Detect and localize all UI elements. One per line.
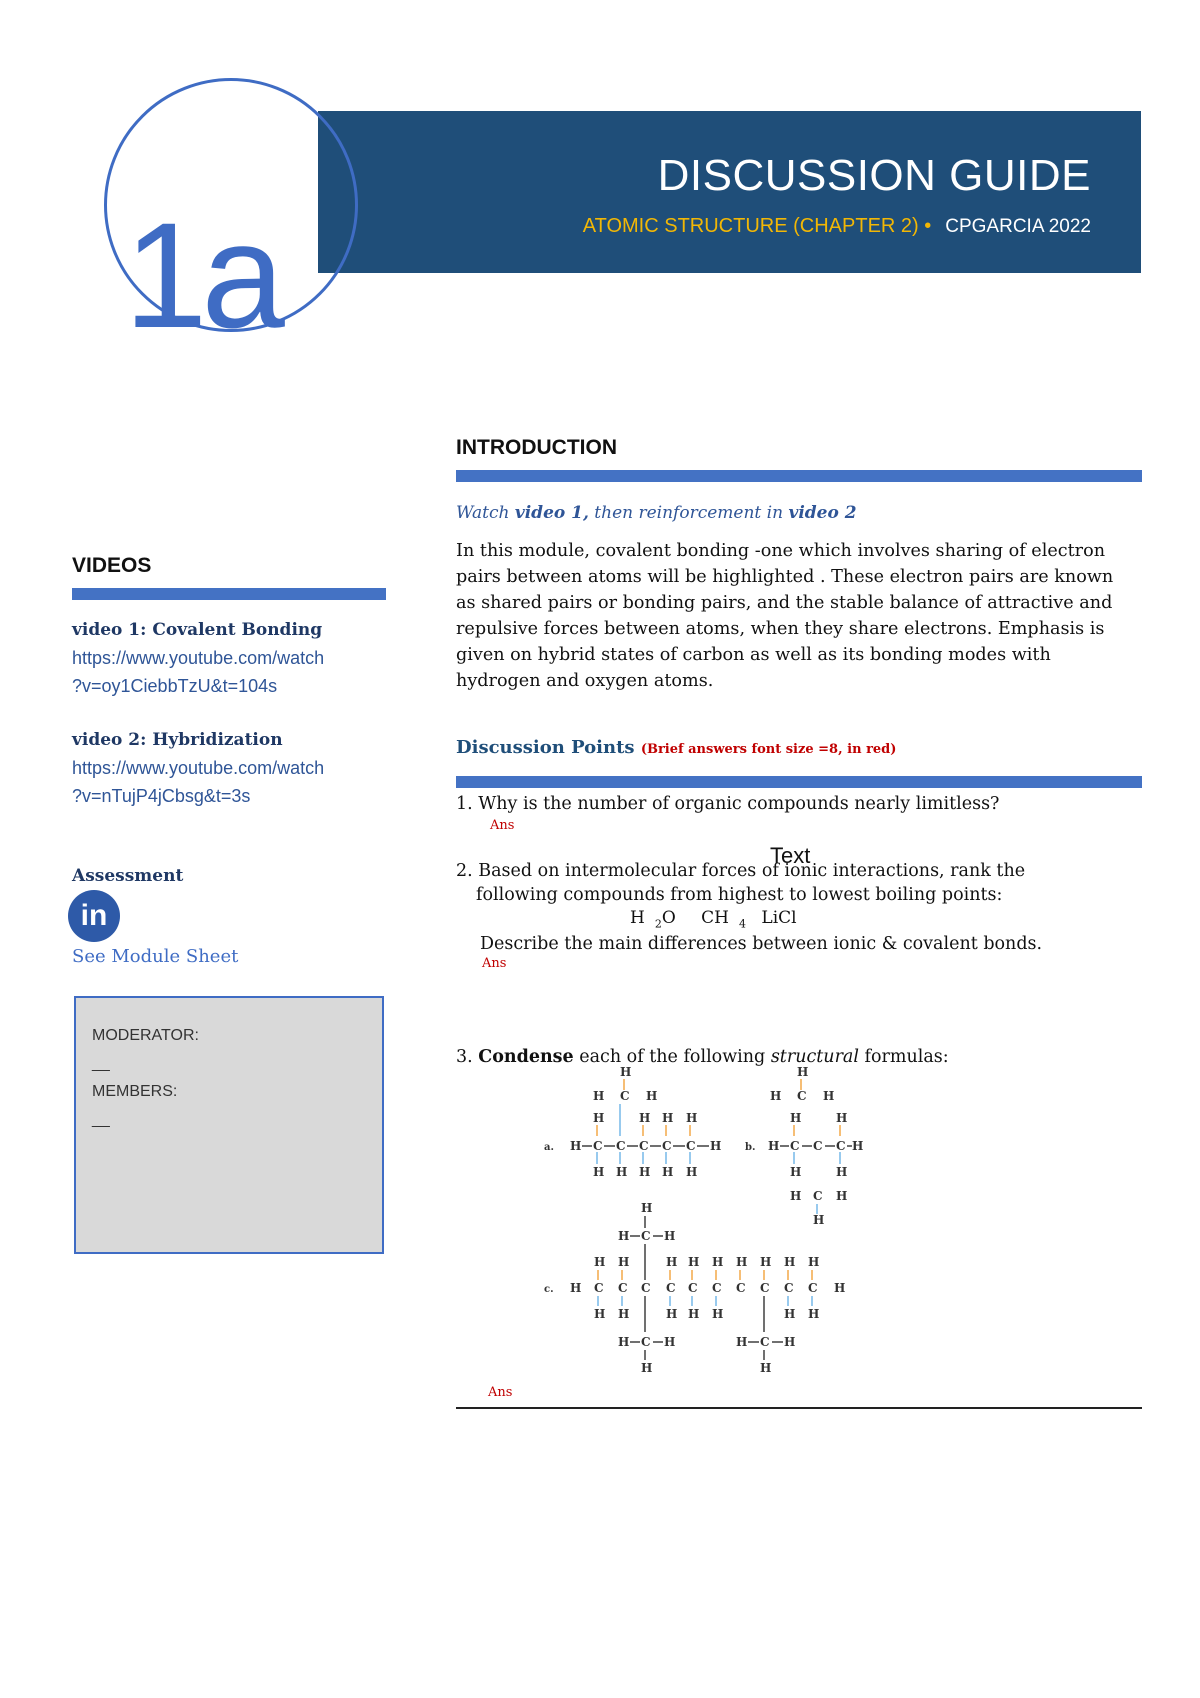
svg-text:H: H — [618, 1229, 630, 1243]
introduction-heading: INTRODUCTION — [456, 436, 617, 459]
video-1-link[interactable] — [72, 644, 392, 700]
document-title: DISCUSSION GUIDE — [657, 151, 1091, 200]
svg-text:H: H — [594, 1307, 606, 1321]
svg-text:C: C — [616, 1139, 626, 1153]
svg-text:H: H — [664, 1229, 676, 1243]
svg-text:H: H — [688, 1255, 700, 1269]
svg-text:C: C — [688, 1281, 698, 1295]
question-2-line-3: Describe the main differences between ionic & covalent bonds. — [480, 934, 1043, 954]
svg-text:C: C — [808, 1281, 818, 1295]
discussion-note: (Brief answers font size =8, in red) — [640, 742, 897, 757]
svg-text:C: C — [639, 1139, 649, 1153]
svg-text:H: H — [618, 1307, 630, 1321]
svg-text:H: H — [760, 1255, 772, 1269]
chapter-number: 1a — [124, 191, 279, 359]
svg-text:H: H — [836, 1111, 848, 1125]
video-2-link-line-1[interactable]: https://www.youtube.com/watch — [72, 758, 325, 778]
svg-text:H: H — [768, 1139, 780, 1153]
svg-text:H: H — [736, 1255, 748, 1269]
svg-text:H: H — [852, 1139, 864, 1153]
svg-text:H: H — [593, 1165, 605, 1179]
question-3: 3. Condense each of the following structural formulas: — [456, 1047, 949, 1067]
compound-water: H $_2$O — [630, 908, 676, 931]
svg-text:C: C — [641, 1281, 651, 1295]
videos-heading: VIDEOS — [72, 554, 152, 577]
svg-text:H: H — [823, 1089, 835, 1103]
svg-text:C: C — [666, 1281, 676, 1295]
svg-text:H: H — [790, 1165, 802, 1179]
bottom-rule — [456, 1407, 1142, 1409]
svg-text:H: H — [666, 1255, 678, 1269]
svg-text:H: H — [570, 1139, 582, 1153]
svg-text:H: H — [570, 1281, 582, 1295]
svg-text:H: H — [593, 1111, 605, 1125]
introduction-rule — [456, 470, 1142, 482]
answer-3-label: Ans — [488, 1385, 513, 1400]
svg-text:C: C — [618, 1281, 628, 1295]
svg-text:C: C — [593, 1139, 603, 1153]
compound-lithium-chloride: LiCl — [761, 908, 797, 928]
svg-text:H: H — [641, 1201, 653, 1215]
svg-text:H: H — [662, 1111, 674, 1125]
svg-text:H: H — [836, 1165, 848, 1179]
svg-text:H: H — [594, 1255, 606, 1269]
svg-text:H: H — [662, 1165, 674, 1179]
svg-text:C: C — [641, 1335, 651, 1349]
members-value: __ — [92, 1111, 110, 1128]
svg-text:H: H — [618, 1335, 630, 1349]
svg-text:a.: a. — [544, 1142, 554, 1153]
compound-methane: CH $_4$ — [701, 908, 747, 931]
discussion-title: Discussion Points — [456, 737, 635, 758]
svg-text:C: C — [813, 1139, 823, 1153]
svg-text:H: H — [686, 1111, 698, 1125]
svg-text:H: H — [813, 1213, 825, 1227]
video-1-link-line-1[interactable]: https://www.youtube.com/watch — [72, 648, 325, 668]
svg-text:C: C — [686, 1139, 696, 1153]
svg-text:H: H — [639, 1165, 651, 1179]
svg-text:H: H — [736, 1335, 748, 1349]
svg-text:H: H — [836, 1189, 848, 1203]
svg-text:H: H — [790, 1189, 802, 1203]
svg-text:H: H — [712, 1255, 724, 1269]
svg-text:H: H — [808, 1307, 820, 1321]
svg-text:C: C — [797, 1089, 807, 1103]
svg-text:H: H — [784, 1307, 796, 1321]
svg-text:H: H — [688, 1307, 700, 1321]
videos-rule — [72, 588, 386, 600]
video-2-title: video 2: Hybridization — [72, 730, 283, 750]
svg-text:H: H — [790, 1111, 802, 1125]
svg-text:C: C — [790, 1139, 800, 1153]
svg-text:H: H — [710, 1139, 722, 1153]
linkedin-in-icon[interactable]: in — [68, 890, 120, 942]
svg-text:H: H — [620, 1065, 632, 1079]
svg-text:C: C — [836, 1139, 846, 1153]
svg-text:H: H — [712, 1307, 724, 1321]
moderator-label: MODERATOR: — [92, 1027, 199, 1044]
svg-text:H: H — [664, 1335, 676, 1349]
discussion-rule — [456, 776, 1142, 788]
structural-formula-c — [540, 1200, 860, 1380]
question-2-compounds — [630, 908, 807, 930]
answer-2-label: Ans — [482, 956, 507, 971]
svg-text:H: H — [784, 1335, 796, 1349]
svg-text:H: H — [797, 1065, 809, 1079]
roles-box — [74, 996, 384, 1254]
module-sheet-link[interactable]: See Module Sheet — [72, 946, 239, 967]
svg-text:C: C — [760, 1281, 770, 1295]
svg-text:H: H — [686, 1165, 698, 1179]
svg-text:C: C — [784, 1281, 794, 1295]
question-2-line-2: following compounds from highest to lowest boiling points: — [476, 885, 1003, 905]
svg-text:C: C — [712, 1281, 722, 1295]
video-1-title: video 1: Covalent Bonding — [72, 620, 323, 640]
answer-1-label: Ans — [490, 818, 515, 833]
svg-text:C: C — [594, 1281, 604, 1295]
svg-text:H: H — [784, 1255, 796, 1269]
svg-text:H: H — [770, 1089, 782, 1103]
svg-text:H: H — [618, 1255, 630, 1269]
svg-text:H: H — [834, 1281, 846, 1295]
svg-text:C: C — [736, 1281, 746, 1295]
svg-text:C: C — [641, 1229, 651, 1243]
svg-text:H: H — [666, 1307, 678, 1321]
svg-text:C: C — [620, 1089, 630, 1103]
document-subtitle — [583, 215, 1091, 238]
text-box-label[interactable]: Text — [770, 843, 811, 868]
assessment-label: Assessment — [72, 866, 184, 886]
members-label: MEMBERS: — [92, 1083, 178, 1100]
svg-text:b.: b. — [745, 1142, 756, 1153]
video-1-link-line-2[interactable]: ?v=oy1CiebbTzU&t=104s — [72, 676, 278, 696]
discussion-heading — [456, 737, 896, 758]
header-band — [318, 111, 1141, 273]
intro-instruction: Watch video 1, then reinforcement in video 2 — [456, 503, 857, 523]
svg-text:H: H — [641, 1361, 653, 1375]
svg-text:C: C — [813, 1189, 823, 1203]
svg-text:H: H — [646, 1089, 658, 1103]
svg-text:H: H — [593, 1089, 605, 1103]
moderator-value: __ — [92, 1055, 110, 1072]
question-1: 1. Why is the number of organic compounds nearly limitless? — [456, 794, 1000, 814]
author-subtitle: CPGARCIA 2022 — [945, 216, 1091, 237]
svg-text:H: H — [760, 1361, 772, 1375]
svg-text:C: C — [760, 1335, 770, 1349]
video-2-link-line-2[interactable]: ?v=nTujP4jCbsg&t=3s — [72, 786, 251, 806]
introduction-text: In this module, covalent bonding -one which involves sharing of electron pairs between atoms will be highlighted . These electron pairs are known as shared pairs or bonding pairs, and the stable balance of attractive and repulsive forces between atoms, when they share electrons. Emphasis is given on hybrid states of carbon as well as its bonding modes with hydrogen and oxygen atoms. — [456, 541, 1114, 691]
svg-text:H: H — [808, 1255, 820, 1269]
svg-text:c.: c. — [544, 1284, 554, 1295]
question-2-line-1: 2. Based on intermolecular forces of ionic interactions, rank the — [456, 861, 1026, 881]
video-2-link[interactable] — [72, 754, 392, 810]
svg-text:C: C — [662, 1139, 672, 1153]
svg-text:H: H — [616, 1165, 628, 1179]
svg-text:H: H — [639, 1111, 651, 1125]
chapter-subtitle: ATOMIC STRUCTURE (CHAPTER 2) • — [582, 215, 932, 237]
